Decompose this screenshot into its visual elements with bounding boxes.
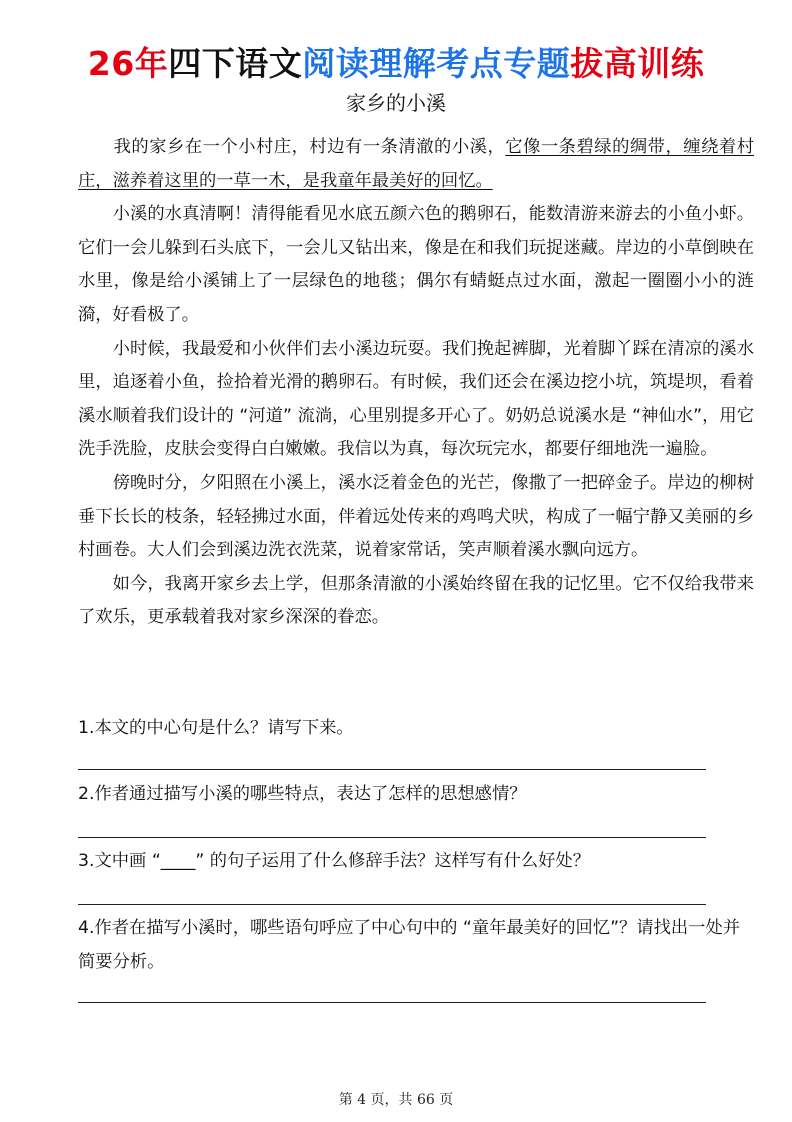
question-2 [78,778,754,812]
paragraph-1-text: 我的家乡在一个小村庄，村边有一条清澈的小溪， [78,137,506,157]
question-4-text: 4.作者在描写小溪时，哪些语句呼应了中心句中的 “童年最美好的回忆”？请找出一处并简要分析。 [78,918,741,972]
question-2-text: 2.作者通过描写小溪的哪些特点，表达了怎样的思想感情？ [78,784,527,804]
question-3-text: 3.文中画 “____” 的句子运用了什么修辞手法？这样写有什么好处？ [78,851,590,871]
question-3 [78,845,754,879]
passage-title: 家乡的小溪 [346,91,446,115]
paragraph-4: 傍晚时分，夕阳照在小溪上，溪水泛着金色的光芒，像撒了一把碎金子。岸边的柳树垂下长长的枝条，轻轻拂过水面，伴着远处传来的鸡鸣犬吠，构成了一幅宁静又美丽的乡村画卷。大人们会到溪边洗衣洗菜，说着家常话，笑声顺着溪水飘向远方。 [78,472,754,561]
title-part-year: 26年 [87,44,169,83]
paragraph-1 [78,131,754,198]
question-1-text: 1.本文的中心句是什么？请写下来。 [78,718,354,738]
title-part-grade: 四下语文 [168,44,303,83]
answer-line-2[interactable] [78,837,706,838]
reading-passage [78,131,754,635]
answer-line-4[interactable] [78,1002,706,1003]
underlined-sentence: 它像一条碧绿的绸带，缠绕着村庄，滋养着这里的一草一木，是我童年最美好的回忆。 [78,137,754,191]
question-1 [78,712,754,746]
title-part-topic: 阅读理解考点专题 [302,44,571,83]
paragraph-2: 小溪的水真清啊！清得能看见水底五颜六色的鹅卵石，能数清游来游去的小鱼小虾。它们一会儿躲到石头底下，一会儿又钻出来，像是在和我们玩捉迷藏。岸边的小草倒映在水里，像是给小溪铺上了一层绿色的地毯；偶尔有蜻蜓点过水面，激起一圈圈小小的涟漪，好看极了。 [78,204,754,325]
paragraph-3: 小时候，我最爱和小伙伴们去小溪边玩耍。我们挽起裤脚，光着脚丫踩在清凉的溪水里，追逐着小鱼，捡拾着光滑的鹅卵石。有时候，我们还会在溪边挖小坑，筑堤坝，看着溪水顺着我们设计的 “河道” 流淌，心里别提多开心了。奶奶总说溪水是 “神仙水”，用它洗手洗脸，皮肤会变得白白嫩嫩。我信以为真，每次玩完水，都要仔细地洗一遍脸。 [78,338,754,460]
answer-line-3[interactable] [78,904,706,905]
paragraph-5: 如今，我离开家乡去上学，但那条清澈的小溪始终留在我的记忆里。它不仅给我带来了欢乐，更承载着我对家乡深深的眷恋。 [78,573,754,628]
answer-line-1[interactable] [78,769,706,770]
page-title [0,40,792,88]
page-number: 第 4 页，共 66 页 [338,1092,454,1108]
question-4 [78,912,754,979]
title-part-training: 拔高训练 [570,44,705,83]
